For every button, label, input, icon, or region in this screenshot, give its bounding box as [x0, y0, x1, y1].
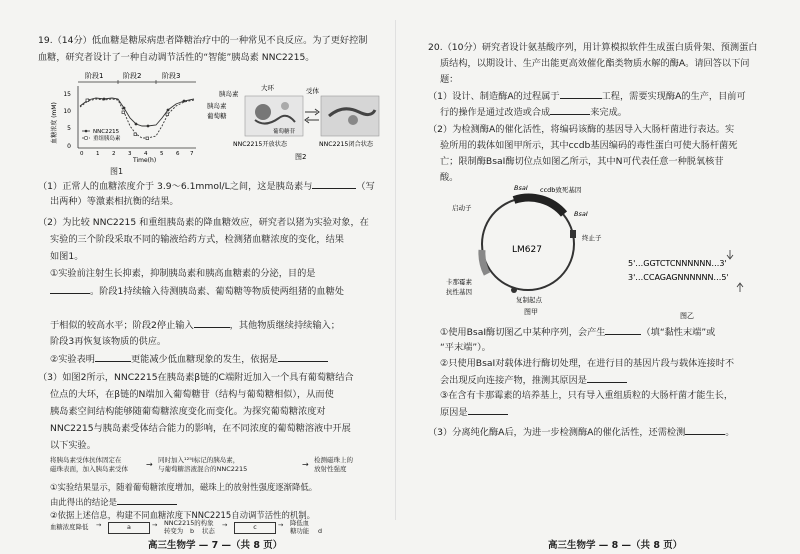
- glucose-shape: [281, 102, 289, 110]
- q19-sub2a: （2）为比较 NNC2215 和重组胰岛素的降血糖效应，研究者以猪为实验对象，在: [38, 217, 369, 228]
- q20-sub1-blank-2[interactable]: [550, 104, 590, 115]
- legend-recombinant: 重组胰岛素: [93, 136, 121, 142]
- page-divider: [395, 20, 396, 520]
- q20-sub3-blank[interactable]: [685, 424, 725, 435]
- q20-sub3b: 。: [725, 427, 735, 438]
- q19-sub2e: 。阶段1持续输入待测胰岛素、葡萄糖等物质使两组猪的血糖处: [90, 286, 344, 297]
- sequence-diagram: [628, 246, 768, 322]
- q19-sub2g: ，其他物质继续持续输入；: [229, 320, 340, 331]
- q19-sub2j: 更能减少低血糖现象的发生，依据是: [131, 354, 278, 365]
- legend-nnc2215: NNC2215: [93, 129, 120, 135]
- ori-dot: [511, 287, 517, 293]
- mech-d[interactable]: d: [318, 527, 323, 535]
- macrocycle-shape: [255, 104, 271, 120]
- fig2-closed-label: NNC2215闭合状态: [319, 141, 374, 148]
- flow-step-1: 将胰岛素受体抗体固定在 磁珠表面，加入胰岛素受体: [50, 456, 128, 473]
- mech-box-c[interactable]: c: [234, 522, 276, 534]
- q20-q3-blank[interactable]: [468, 404, 508, 415]
- flow-arrow-1: →: [146, 460, 153, 469]
- figure-2-caption: 图2: [295, 153, 307, 161]
- q19-sub2-blank-2[interactable]: [194, 317, 230, 328]
- fig2-glucose-label: 葡萄糖: [207, 112, 227, 120]
- fig1-ylabel: 血糖浓度 (mM): [51, 102, 58, 144]
- experiment-flow: [50, 456, 380, 478]
- xtick-3: 3: [128, 151, 132, 157]
- q20-q1-blank[interactable]: [605, 324, 641, 335]
- series-nnc2215-line: [80, 98, 194, 126]
- fig2-insulin-label: 胰岛素: [219, 90, 239, 98]
- mechanism-diagram: 血糖浓度降低 → a → NNC2215的构象 转变为 b 状态 → c → 降低血 糖功能 d: [50, 519, 323, 535]
- plasmid-caption: 图甲: [524, 308, 538, 316]
- xtick-1: 1: [96, 151, 100, 157]
- q19-sub3d: NNC2215与胰岛素受体结合能力的影响，在不同浓度的葡萄糖溶液中开展: [50, 423, 351, 434]
- q19-sub1-blank[interactable]: [312, 178, 356, 189]
- xtick-7: 7: [190, 151, 194, 157]
- q19-sub1-note: （写: [356, 181, 375, 192]
- stage2-label: 阶段2: [123, 72, 142, 80]
- figure-2-diagram: [203, 82, 383, 162]
- ytick-10: 10: [63, 108, 71, 115]
- q19-sub2-blank-1[interactable]: [50, 283, 90, 294]
- kan-label-2: 抗性基因: [446, 288, 472, 296]
- kan-label-1: 卡那霉素: [446, 278, 472, 286]
- ytick-0: 0: [67, 143, 71, 150]
- mech-state: 状态: [202, 527, 215, 535]
- seq-top: 5'…GGTCTCNNNNNN…3': [628, 259, 727, 268]
- left-footer: 高三生物学 — 7 —（共 8 页）: [148, 540, 283, 551]
- mech-end-top: 降低血: [290, 519, 310, 527]
- terminator-block: [570, 230, 576, 238]
- q20-sub2a: （2）为检测酶A的催化活性，将编码该酶的基因导入大肠杆菌进行表达。实: [428, 124, 735, 135]
- plasmid-diagram: [446, 178, 616, 316]
- q20-q1b: （填“黏性末端”或: [641, 327, 716, 338]
- kan-gene-arc: [482, 250, 487, 274]
- mech-mid-bottom: 转变为: [164, 527, 184, 535]
- q20-sub1d: 来完成。: [590, 107, 627, 118]
- xtick-4: 4: [144, 151, 148, 157]
- q20-q2-blank[interactable]: [587, 372, 627, 383]
- right-footer: 高三生物学 — 8 —（共 8 页）: [548, 540, 683, 551]
- mech-end-bottom: 糖功能: [290, 527, 310, 535]
- q20-q2b: 会出现反向连接产物，推测其原因是: [440, 375, 587, 386]
- q19-sub2b: 实验的三个阶段采取不同的输液给药方式，检测猪血糖浓度的变化，结果: [50, 234, 344, 245]
- q19-sub3a: （3）如图2所示，NNC2215在胰岛素β链的C端附近加入一个具有葡萄糖结合: [38, 372, 354, 383]
- flow-step-3: 检测磁珠上的 放射性强度: [314, 456, 353, 473]
- xtick-2: 2: [112, 151, 116, 157]
- q20-sub2b: 验所用的载体如图甲所示，其中ccdb基因编码的毒性蛋白可使大肠杆菌死: [440, 140, 738, 151]
- seq-bottom: 3'…CCAGAGNNNNNN…5': [628, 273, 729, 282]
- ori-label: 复制起点: [516, 296, 542, 304]
- fig2-glucoside-label: 葡萄糖苷: [273, 129, 296, 135]
- bsai-label-top: BsaI: [514, 184, 528, 192]
- q19-sub3b: 位点的大环，在β链的N端加入葡萄糖苷（结构与葡萄糖相似），从而使: [50, 389, 334, 400]
- q20-sub1a: （1）设计、制造酶A的过程属于: [428, 91, 560, 102]
- figure-1-chart: [38, 68, 198, 163]
- q19-sub1: （1）正常人的血糖浓度介于 3.9～6.1mmol/L之间，这是胰岛素与: [38, 181, 313, 192]
- flow-arrow-2: →: [302, 460, 309, 469]
- q19-sub1c: 出两种）等激素相抗衡的结果。: [50, 196, 179, 207]
- fig1-xlabel: Time(h): [133, 157, 157, 163]
- q19-sub3g: 由此得出的结论是: [50, 497, 117, 507]
- q19-sub3-blank-1[interactable]: [117, 494, 177, 505]
- q19-sub2c: 如图1。: [50, 251, 84, 262]
- q20-line1: 20.（10分）研究者设计氨基酸序列，用计算模拟软件生成蛋白质骨架、预测蛋白: [428, 42, 758, 53]
- mech-start: 血糖浓度降低: [50, 523, 89, 531]
- ccdb-gene-arc: [514, 198, 564, 214]
- q20-line2: 质结构，以期设计、生产出能更高效催化酯类物质水解的酶A。请回答以下问: [440, 58, 750, 69]
- xtick-0: 0: [80, 151, 84, 157]
- flow-step-2: 同时加入¹²⁵I标记的胰岛素， 与葡萄糖溶液混合的NNC2215: [158, 456, 248, 473]
- figure-1-caption: 图1: [110, 167, 124, 176]
- stage3-label: 阶段3: [162, 72, 181, 80]
- q19-line1: 19.（14分）低血糖是糖尿病患者降糖治疗中的一种常见不良反应。为了更好控制: [38, 35, 368, 46]
- bsai-label-right: BsaI: [574, 210, 588, 218]
- q19-sub2i: ②实验表明: [50, 354, 95, 365]
- plasmid-name: LM627: [512, 245, 542, 255]
- q19-sub2f: 于相似的较高水平；阶段2停止输入: [50, 320, 194, 331]
- ytick-5: 5: [67, 125, 71, 132]
- mech-mid-top: NNC2215的构象: [164, 519, 214, 527]
- mech-b[interactable]: b: [190, 527, 195, 535]
- ccdb-label: ccdb致死基因: [540, 186, 582, 194]
- q20-q2a: ②只使用BsaI对载体进行酶切处理，在进行目的基因片段与载体连接时不: [440, 358, 735, 369]
- q19-sub3f: ①实验结果显示，随着葡萄糖浓度增加，磁珠上的放射性强度逐渐降低。: [50, 482, 318, 492]
- q19-sub3e: 以下实验。: [50, 440, 96, 451]
- q20-q1a: ①使用BsaI酶切图乙中某种序列，会产生: [440, 327, 606, 338]
- q19-sub2h: 阶段3再恢复该物质的供应。: [50, 336, 167, 347]
- promoter-label: 启动子: [452, 204, 472, 212]
- sequence-caption: 图乙: [680, 312, 694, 320]
- q19-line2: 血糖，研究者设计了一种自动调节活性的“智能”胰岛素 NNC2215。: [38, 52, 315, 63]
- fig2-open-label: NNC2215开放状态: [233, 141, 288, 148]
- mech-box-a[interactable]: a: [108, 522, 150, 534]
- q19-sub2-blank-4[interactable]: [278, 351, 328, 362]
- q20-q3a: ③在含有卡那霉素的培养基上，只有导入重组质粒的大肠杆菌才能生长，: [440, 390, 734, 401]
- q19-sub2-blank-3[interactable]: [95, 351, 131, 362]
- q20-sub3a: （3）分离纯化酶A后，为进一步检测酶A的催化活性，还需检测: [428, 427, 686, 438]
- q20-sub1-blank-1[interactable]: [560, 88, 602, 99]
- q20-sub2c: 亡；限制酶BsaI酶切位点如图乙所示，其中N可代表任意一种脱氧核苷: [440, 156, 724, 167]
- q19-sub3c: 胰岛素空间结构能够随葡萄糖浓度变化而变化。为探究葡萄糖浓度对: [50, 406, 326, 417]
- fig2-insulin-label-2: 胰岛素: [207, 102, 227, 110]
- q20-q1c: “平末端”）。: [440, 342, 491, 353]
- q19-sub3h: ②依据上述信息，构建不同血糖浓度下NNC2215自动调节活性的机制。: [50, 510, 315, 520]
- q20-sub1c: 行的操作是通过改造或合成: [440, 107, 551, 118]
- terminator-label: 终止子: [582, 234, 602, 242]
- q20-q3b: 原因是: [440, 407, 468, 418]
- ytick-15: 15: [63, 91, 71, 98]
- fig2-receptor-label: 受体: [306, 87, 319, 95]
- q20-line3: 题：: [440, 74, 459, 85]
- q19-sub2d: ①实验前注射生长抑素，抑制胰岛素和胰高血糖素的分泌，目的是: [50, 268, 316, 279]
- xtick-5: 5: [160, 151, 164, 157]
- xtick-6: 6: [176, 151, 180, 157]
- q20-sub2d: 酸。: [440, 172, 459, 183]
- stage1-label: 阶段1: [85, 72, 104, 80]
- q20-sub1b: 工程，需要实现酶A的生产，目前可: [601, 91, 746, 102]
- fig2-ring-label: 大环: [261, 84, 274, 92]
